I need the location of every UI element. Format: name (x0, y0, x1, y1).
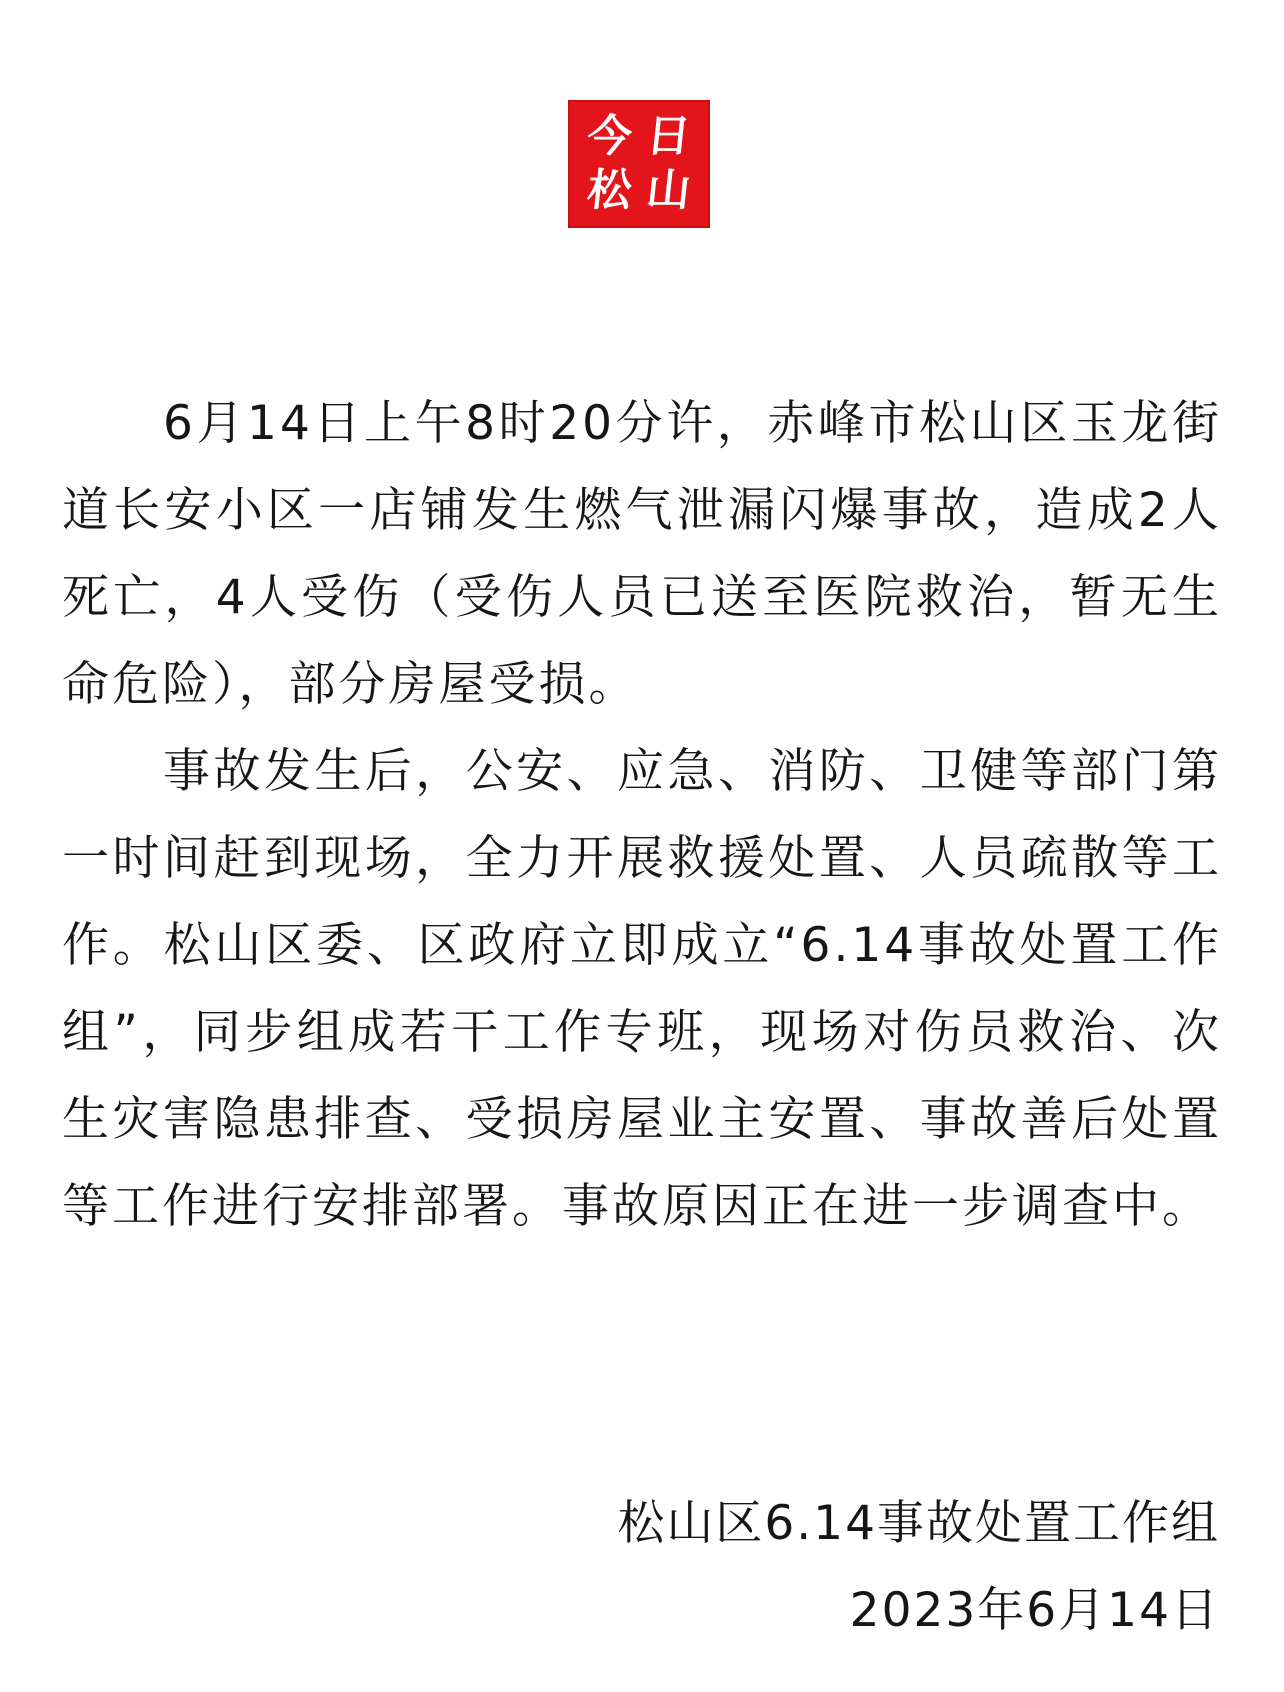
jinri-songshan-logo (568, 100, 710, 228)
logo-char-shan: 山 (643, 165, 694, 216)
notice-body (62, 380, 1222, 1250)
logo-char-ri: 日 (643, 111, 694, 162)
paragraph-incident: 6月14日上午8时20分许，赤峰市松山区玉龙街道长安小区一店铺发生燃气泄漏闪爆事故，造成2人死亡，4人受伤（受伤人员已送至医院救治，暂无生命危险），部分房屋受损。 (62, 396, 1222, 712)
signature-block (617, 1480, 1220, 1654)
signature-date: 2023年6月14日 (849, 1583, 1220, 1638)
logo-char-song: 松 (584, 165, 635, 216)
signature-organization: 松山区6.14事故处置工作组 (617, 1496, 1220, 1551)
paragraph-response: 事故发生后，公安、应急、消防、卫健等部门第一时间赶到现场，全力开展救援处置、人员疏散等工作。松山区委、区政府立即成立“6.14事故处置工作组”，同步组成若干工作专班，现场对伤员救治、次生灾害隐患排查、受损房屋业主安置、事故善后处置等工作进行安排部署。事故原因正在进一步调查中。 (62, 744, 1222, 1234)
logo-char-jin: 今 (584, 111, 635, 162)
